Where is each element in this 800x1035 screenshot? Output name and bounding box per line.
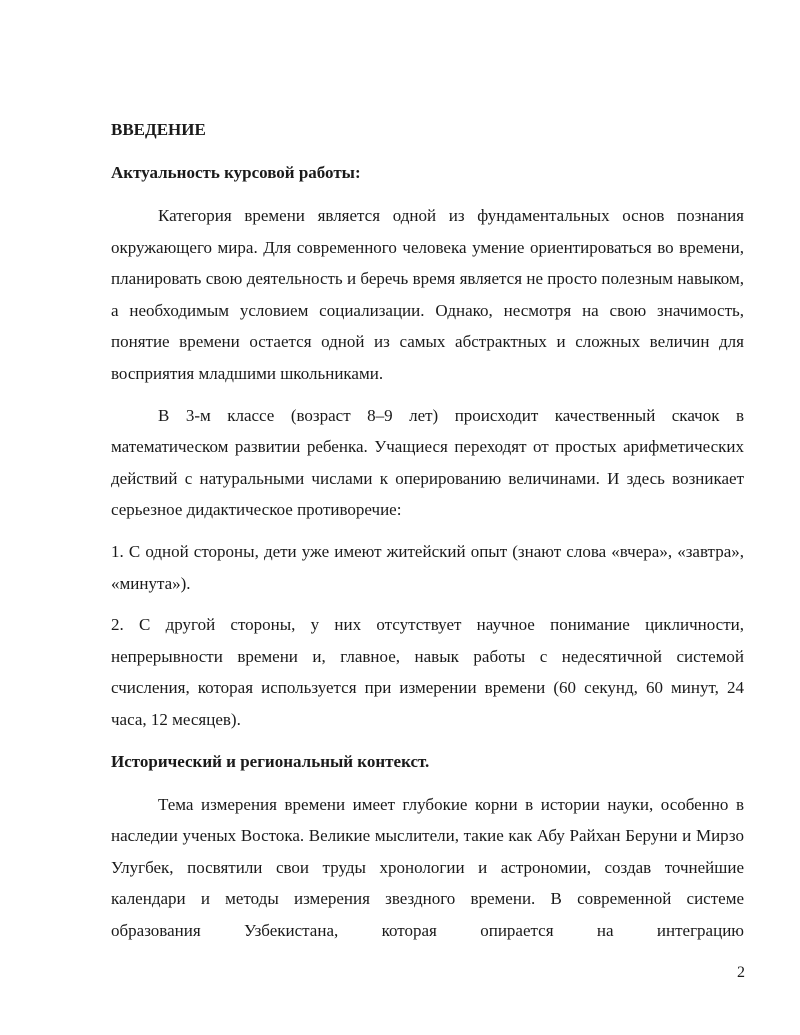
- list-item-one: 1. С одной стороны, дети уже имеют житейский опыт (знают слова «вчера», «завтра», «минута»).: [111, 541, 744, 593]
- paragraph-time-category: Категория времени является одной из фундаментальных основ познания окружающего мира. Для современного человека умение ориентироваться во времени, планировать свою деятельность и беречь время является не просто полезным навыком, а необходимым условием социализации. Однако, несмотря на свою значимость, понятие времени остается одной из самых абстрактных и сложных величин для восприятия младшими школьниками.: [111, 206, 744, 383]
- page-content: [111, 114, 744, 956]
- section-heading-relevance: Актуальность курсовой работы:: [111, 163, 361, 182]
- paragraph-third-grade: В 3-м классе (возраст 8–9 лет) происходит качественный скачок в математическом развитии ребенка. Учащиеся переходят от простых арифметических действий с натуральными числами к оперированию величинами. И здесь возникает серьезное дидактическое противоречие:: [111, 405, 744, 520]
- document-title: ВВЕДЕНИЕ: [111, 120, 206, 139]
- paragraph-history: Тема измерения времени имеет глубокие корни в истории науки, особенно в наследии ученых Востока. Великие мыслители, такие как Абу Райхан Беруни и Мирзо Улугбек, посвятили свои труды хронологии и астрономии, создав точнейшие календари и методы измерения звездного времени. В современной системе образования Узбекистана, которая опирается на интеграцию: [111, 794, 744, 940]
- list-item-two: 2. С другой стороны, у них отсутствует научное понимание цикличности, непрерывности времени и, главное, навык работы с недесятичной системой счисления, которая используется при измерении времени (60 секунд, 60 минут, 24 часа, 12 месяцев).: [111, 615, 744, 729]
- page-number: 2: [737, 964, 745, 981]
- section-heading-historical: Исторический и региональный контекст.: [111, 751, 430, 771]
